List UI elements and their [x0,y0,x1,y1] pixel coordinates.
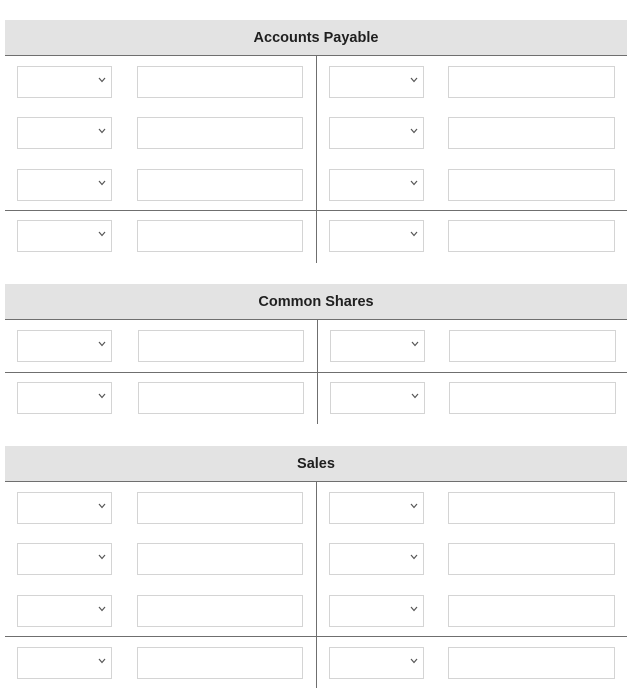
credit-account-select[interactable] [329,543,424,575]
debit-account-select[interactable] [17,492,112,524]
chevron-down-icon [98,503,105,510]
credit-amount-input[interactable] [448,169,615,201]
debit-account-select[interactable] [17,595,112,627]
chevron-down-icon [410,606,417,613]
credit-amount-field[interactable] [450,331,615,361]
chevron-down-icon [410,128,417,135]
chevron-down-icon [411,341,418,348]
credit-account-select[interactable] [329,595,424,627]
chevron-down-icon [410,77,417,84]
t-account-body [5,482,627,688]
t-account-accounts-payable [5,20,627,263]
chevron-down-icon [410,658,417,665]
t-account-divider [316,56,317,263]
chevron-down-icon [98,231,105,238]
chevron-down-icon [410,180,417,187]
chevron-down-icon [410,503,417,510]
credit-account-select[interactable] [329,66,424,98]
debit-total-select[interactable] [17,382,112,414]
debit-amount-input[interactable] [137,543,303,575]
credit-amount-field[interactable] [449,67,614,97]
chevron-down-icon [98,658,105,665]
debit-amount-field[interactable] [138,118,302,148]
t-account-title: Sales [5,446,627,482]
chevron-down-icon [98,554,105,561]
debit-account-select[interactable] [17,66,112,98]
credit-amount-input[interactable] [448,117,615,149]
debit-amount-input[interactable] [137,492,303,524]
t-account-body [5,320,627,424]
debit-amount-input[interactable] [137,595,303,627]
credit-total-select[interactable] [329,220,424,252]
debit-account-select[interactable] [17,169,112,201]
credit-amount-field[interactable] [449,544,614,574]
t-account-divider [316,482,317,688]
chevron-down-icon [98,77,105,84]
t-account-title: Common Shares [5,284,627,320]
chevron-down-icon [98,180,105,187]
chevron-down-icon [98,393,105,400]
debit-total-field[interactable] [138,648,302,678]
debit-total-input[interactable] [138,382,304,414]
credit-amount-input[interactable] [448,66,615,98]
t-account-total-line [5,210,627,211]
debit-account-select[interactable] [17,330,112,362]
credit-account-select[interactable] [329,117,424,149]
t-account-total-line [5,636,627,637]
debit-total-field[interactable] [139,383,303,413]
debit-amount-input[interactable] [137,117,303,149]
debit-amount-field[interactable] [138,596,302,626]
debit-amount-field[interactable] [138,67,302,97]
credit-account-select[interactable] [330,330,425,362]
debit-amount-field[interactable] [139,331,303,361]
t-account-common-shares [5,284,627,424]
t-account-title: Accounts Payable [5,20,627,56]
credit-total-select[interactable] [329,647,424,679]
credit-total-input[interactable] [448,647,615,679]
debit-total-input[interactable] [137,220,303,252]
chevron-down-icon [98,341,105,348]
credit-amount-field[interactable] [449,493,614,523]
credit-amount-input[interactable] [448,492,615,524]
t-account-total-line [5,372,627,373]
credit-amount-input[interactable] [449,330,616,362]
t-account-sales [5,446,627,688]
debit-total-field[interactable] [138,221,302,251]
debit-total-select[interactable] [17,647,112,679]
credit-account-select[interactable] [329,169,424,201]
chevron-down-icon [98,606,105,613]
debit-amount-field[interactable] [138,493,302,523]
chevron-down-icon [410,231,417,238]
debit-amount-input[interactable] [137,66,303,98]
debit-account-select[interactable] [17,117,112,149]
debit-total-input[interactable] [137,647,303,679]
debit-amount-field[interactable] [138,544,302,574]
credit-amount-field[interactable] [449,118,614,148]
credit-account-select[interactable] [329,492,424,524]
credit-total-select[interactable] [330,382,425,414]
chevron-down-icon [98,128,105,135]
chevron-down-icon [411,393,418,400]
chevron-down-icon [410,554,417,561]
credit-total-input[interactable] [449,382,616,414]
credit-total-input[interactable] [448,220,615,252]
credit-amount-input[interactable] [448,595,615,627]
debit-amount-field[interactable] [138,170,302,200]
credit-amount-field[interactable] [449,170,614,200]
debit-amount-input[interactable] [138,330,304,362]
t-account-body [5,56,627,263]
debit-account-select[interactable] [17,543,112,575]
debit-amount-input[interactable] [137,169,303,201]
credit-amount-field[interactable] [449,596,614,626]
credit-total-field[interactable] [450,383,615,413]
credit-amount-input[interactable] [448,543,615,575]
credit-total-field[interactable] [449,648,614,678]
credit-total-field[interactable] [449,221,614,251]
debit-total-select[interactable] [17,220,112,252]
